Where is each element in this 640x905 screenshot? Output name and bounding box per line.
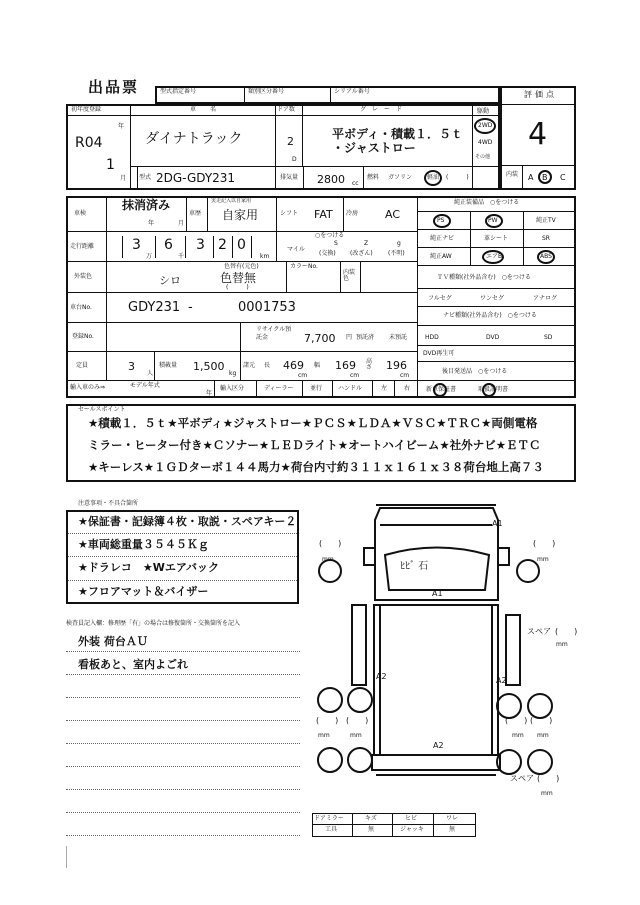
opt-leather: 革シート: [484, 235, 509, 242]
diagram-a2-right: A2: [496, 676, 507, 685]
label-model-year: モデル年式: [130, 382, 160, 389]
label-tv-type: ＴＶ種類(社外品含む) ○をつける: [437, 274, 531, 281]
label-color-code: 色替有(元色): [224, 263, 259, 270]
spare-label-2: スペア: [510, 774, 534, 783]
width-value: 169: [335, 359, 356, 372]
label-ruibetsu-no: 類別区分番号: [248, 88, 285, 95]
label-score: 評価点: [524, 90, 557, 99]
import-dealer: ディーラー: [264, 385, 294, 392]
label-mileage: 走行距離: [70, 243, 95, 250]
shaken-value: 抹消済み: [122, 198, 171, 212]
bracket-fl: ( ): [319, 539, 342, 548]
label-color-no: カラーNo.: [290, 263, 318, 270]
legend-value-4: 無: [449, 826, 456, 833]
height-unit: cm: [400, 372, 410, 379]
score-value: 4: [528, 117, 548, 152]
chassis-dash: -: [188, 300, 193, 315]
tv-analog: アナログ: [533, 295, 558, 302]
label-dims: 諸元: [243, 362, 256, 369]
diagram-a1-top: A1: [492, 519, 503, 528]
label-shaken: 車検: [74, 210, 87, 217]
label-shareki: 車歴: [189, 210, 202, 217]
drive-2wd: 2WD: [478, 122, 493, 129]
spare-mm-2: mm: [541, 790, 553, 797]
label-height: 高さ: [366, 358, 373, 371]
displacement-value: 2800: [317, 173, 345, 186]
label-shareki-note: 実走記入以自家用: [211, 198, 252, 204]
label-serial-no: シリアル番号: [334, 88, 370, 95]
mileage-mile: マイル: [287, 246, 305, 253]
label-dvd-play: DVD再生可: [423, 350, 455, 357]
label-first-reg: 初年度登録: [71, 106, 102, 113]
legend-value-2: 無: [368, 826, 375, 833]
note-item-1: ★保証書・記録簿４枚・取説・スペアキー２: [78, 515, 297, 528]
first-reg-year: R04: [75, 135, 103, 151]
bracket-rr1: ( ): [505, 716, 528, 725]
sales-line-2: ミラー・ヒーター付き★Ｃソナー★ＬＥＤライト★オートハイビーム★社外ナビ★ＥＴＣ: [88, 438, 541, 452]
grade-line2: ・ジャストロー: [332, 141, 416, 155]
mileage-digit-2: 6: [164, 237, 173, 253]
opt-aw: 純正AW: [430, 253, 452, 260]
legend-header-3: ヒビ: [405, 815, 418, 822]
label-inspector: 検査員記入欄：修理歴「有」の場合は修復箇所・交換箇所を記入: [66, 620, 241, 627]
legend-value-3: ジャッキ: [400, 826, 424, 833]
opt-manual: 取扱説明書: [478, 386, 509, 393]
mileage-kaizan: (改ざん): [350, 250, 373, 257]
mileage-digit-3: 3: [196, 237, 205, 253]
interior-c: C: [560, 173, 566, 182]
year-unit: 年: [118, 123, 125, 130]
height-value: 196: [386, 359, 407, 372]
legend-value-1: 工具: [325, 826, 338, 833]
shaken-year: 年: [148, 220, 155, 227]
opt-pw: PW: [488, 217, 498, 224]
note-item-4: ★フロアマット＆バイザー: [78, 585, 209, 598]
label-car-name: 車名: [190, 106, 231, 113]
mileage-digit-1: 3: [132, 237, 141, 253]
color-value: シロ: [159, 274, 181, 287]
spare-bracket-1: ( ): [555, 627, 578, 636]
mileage-unknown: (不明): [388, 250, 405, 257]
label-displacement: 排気量: [280, 174, 299, 181]
mm-fr: mm: [537, 556, 549, 563]
label-color: 外装色: [74, 273, 93, 280]
load-value: 1,500: [193, 360, 225, 373]
bracket-rl1: ( ): [316, 716, 339, 725]
diagram-a2-left: A2: [376, 672, 387, 681]
mark-z: Z: [364, 240, 369, 247]
label-width: 幅: [314, 362, 321, 369]
mileage-digit-5: 0: [237, 237, 246, 253]
ac-value: AC: [385, 208, 401, 221]
label-fuel: 燃料: [367, 174, 380, 181]
mileage-digit-4: 2: [218, 237, 227, 253]
mm-fl: mm: [322, 556, 334, 563]
label-grade: グレード: [360, 106, 409, 113]
capacity-value: 3: [128, 360, 135, 373]
shareki-value: 自家用: [222, 208, 259, 222]
sales-line-3: ★キーレス★１ＧＤターボ１４４馬力★荷台内寸約３１１ｘ１６１ｘ３８荷台地上高７３: [88, 460, 544, 474]
label-doors: ドア数: [277, 106, 295, 113]
opt-ps: PS: [437, 217, 445, 224]
inspector-line-1: 外装 荷台ＡＵ: [78, 635, 148, 648]
car-name-value: ダイナトラック: [145, 131, 243, 147]
opt-navi: 純正ナビ: [430, 235, 455, 242]
label-genuine-equip: 純正装備品 ○をつける: [454, 199, 520, 206]
spare-mm-1: mm: [556, 641, 568, 648]
mileage-unit-man: 万: [146, 253, 153, 260]
label-import: 輸入車のみ⇒: [70, 384, 106, 391]
label-interior: 内装: [506, 171, 519, 178]
spare-label-1: スペア: [527, 627, 551, 636]
legend-header-4: ワレ: [446, 815, 459, 822]
cc-unit: cc: [352, 180, 359, 187]
spare-bracket-2: ( ): [537, 774, 560, 783]
drive-4wd: 4WD: [478, 139, 493, 146]
inspector-line-2: 看板あと、室内よごれ: [78, 658, 188, 671]
chassis-prefix: GDY231: [128, 300, 181, 315]
label-handle: ハンドル: [338, 385, 363, 392]
note-item-2: ★車両総重量３５４５Ｋｇ: [78, 538, 209, 551]
label-circle-mileage: ○をつける: [315, 232, 345, 239]
drive-other: その他: [475, 154, 491, 160]
chassis-number: 0001753: [238, 300, 296, 315]
mileage-swap: (交換): [319, 250, 336, 257]
length-unit: cm: [298, 372, 308, 379]
doors-unit: D: [292, 156, 297, 163]
label-sales-point: セールスポイント: [78, 406, 126, 413]
mm-rr1: mm: [512, 732, 524, 739]
handle-right: 右: [404, 385, 411, 392]
opt-tv: 純正TV: [536, 217, 556, 224]
mark-s: S: [334, 240, 338, 247]
opt-abs: ABS: [540, 253, 552, 260]
diagram-hibi: ﾋﾋﾞ 石: [400, 561, 429, 572]
tv-fullseg: フルセグ: [428, 295, 452, 302]
load-unit: kg: [229, 370, 237, 377]
recycle-unpaid: 未預託: [389, 334, 408, 341]
label-import-type: 輸入区分: [220, 385, 245, 392]
label-length: 長: [264, 362, 271, 369]
interior-a: A: [528, 173, 534, 182]
label-chassis: 車台No.: [70, 304, 92, 311]
note-item-3: ★ドラレコ ★Wエアバック: [78, 561, 219, 574]
label-notes: 注意事項・不具合箇所: [78, 500, 139, 507]
navi-hdd: HDD: [425, 334, 439, 341]
interior-b: B: [542, 173, 548, 182]
diagram-a1-mid: A1: [432, 589, 443, 598]
mm-rr2: mm: [537, 732, 549, 739]
bracket-rl2: ( ): [346, 716, 369, 725]
mark-g: g: [397, 240, 401, 247]
label-katashiki-no: 型式指定番号: [160, 88, 197, 95]
doors-value: 2: [287, 135, 294, 148]
handle-left: 左: [381, 385, 388, 392]
import-parallel: 並行: [310, 385, 323, 392]
label-katashiki: 型式: [139, 174, 152, 181]
fuel-other: ( ): [446, 174, 469, 181]
diagram-a2-bottom: A2: [433, 741, 444, 750]
opt-sr: SR: [542, 235, 550, 242]
recycle-unit: 円: [346, 334, 353, 341]
label-interior-color: 内装色: [343, 269, 356, 282]
legend-header-2: キズ: [365, 815, 377, 822]
navi-sd: SD: [544, 334, 553, 341]
width-unit: cm: [350, 372, 360, 379]
fuel-gasoline: ガソリン: [388, 174, 413, 181]
model-year-unit: 年: [206, 390, 213, 397]
label-reg-no: 登録No.: [72, 333, 94, 340]
mm-rl1: mm: [318, 732, 330, 739]
mileage-unit-sen: 千: [178, 253, 185, 260]
tv-oneseg: ワンセグ: [480, 295, 505, 302]
form-title: 出品票: [88, 78, 140, 96]
sales-line-1: ★積載１．５ｔ★平ボディ★ジャストロー★ＰＣＳ★ＬＤＡ★ＶＳＣ★ＴＲＣ★両側電格: [88, 416, 538, 430]
opt-airbag: エアB: [486, 253, 503, 260]
label-recycle: リサイクル預託金: [256, 326, 292, 341]
label-ac: 冷房: [346, 210, 359, 217]
fuel-diesel: 軽油: [427, 174, 440, 181]
katashiki-value: 2DG-GDY231: [156, 171, 236, 185]
shaken-month: 月: [178, 220, 185, 227]
color-change-value: 色替無: [220, 271, 257, 285]
mileage-unit-km: km: [260, 253, 270, 260]
grade-line1: 平ボディ・積載１．５ｔ: [332, 127, 464, 141]
length-value: 469: [283, 359, 304, 372]
bracket-fr: ( ): [533, 539, 556, 548]
label-shift: シフト: [280, 210, 299, 217]
recycle-value: 7,700: [304, 332, 336, 345]
mm-rl2: mm: [350, 732, 362, 739]
label-navi-type: ナビ種類(社外品含む) ○をつける: [443, 312, 537, 319]
recycle-paid: 預託済: [356, 334, 375, 341]
shift-value: FAT: [314, 208, 333, 221]
first-reg-month: 1: [106, 157, 115, 173]
opt-newcar: 新車保証書: [426, 386, 457, 393]
navi-dvd: DVD: [486, 334, 500, 341]
label-drive: 駆動: [477, 108, 490, 115]
label-capacity: 定員: [76, 362, 89, 369]
label-load: 積載量: [159, 362, 178, 369]
capacity-unit: 人: [147, 370, 154, 377]
color-paren: ( ): [226, 284, 249, 291]
label-backcam: 後目発送品 ○をつける: [442, 368, 508, 375]
month-unit: 月: [120, 175, 127, 182]
bracket-rr2: ( ): [530, 716, 553, 725]
legend-header-1: ドアミラー: [314, 815, 344, 822]
